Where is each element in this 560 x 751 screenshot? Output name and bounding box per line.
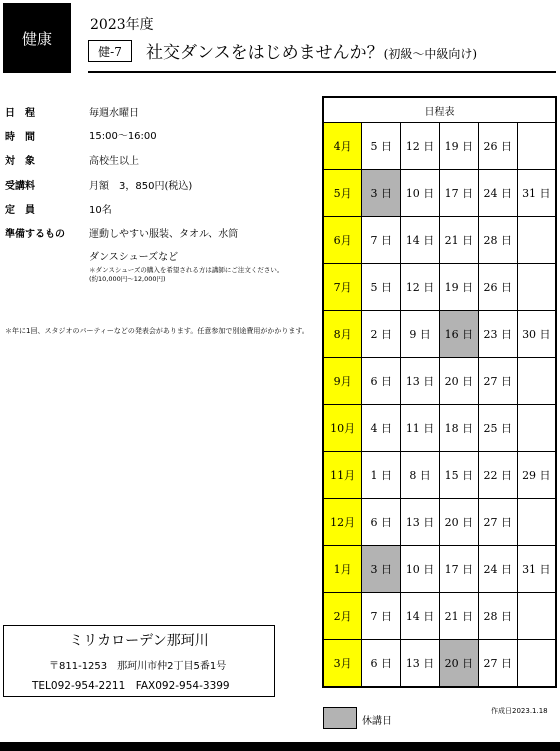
month-cell: 2月 [323,593,362,640]
info-label-target: 対 象 [5,156,35,167]
day-cell: 1 日 [362,452,401,499]
day-cell: 11 日 [401,405,440,452]
day-cell: 4 日 [362,405,401,452]
schedule-row [323,593,556,640]
shoes-note-line2: (約10,000円～12,000円) [89,275,166,283]
info-value-target: 高校生以上 [89,156,139,167]
day-cell [517,405,556,452]
month-cell: 11月 [323,452,362,499]
schedule-row [323,170,556,217]
day-cell: 26 日 [478,264,517,311]
info-value-fee: 月額 3，850円(税込) [89,181,193,192]
day-cell: 22 日 [478,452,517,499]
schedule-row [323,546,556,593]
day-cell: 27 日 [478,499,517,546]
day-cell: 10 日 [401,170,440,217]
day-cell: 17 日 [439,170,478,217]
course-title-main: 社交ダンスをはじめませんか？ [146,43,384,63]
day-cell: 29 日 [517,452,556,499]
month-cell: 10月 [323,405,362,452]
schedule-row [323,358,556,405]
recital-note: ＊年に1回、スタジオのパーティーなどの発表会があります。任意参加で別途費用がかかります。 [5,327,309,335]
shoes-note-line1: ＊ダンスシューズの購入を希望される方は講師にご注文ください。 [89,266,284,274]
day-cell: 3 日 [362,546,401,593]
month-cell: 5月 [323,170,362,217]
day-cell [517,499,556,546]
day-cell: 24 日 [478,170,517,217]
month-cell: 1月 [323,546,362,593]
day-cell: 25 日 [478,405,517,452]
schedule-row [323,311,556,358]
legend-label: 休講日 [362,716,392,727]
company-tel-fax: TEL092-954-2211 FAX092-954-3399 [32,680,230,692]
month-cell: 12月 [323,499,362,546]
day-cell [517,640,556,688]
schedule-title: 日程表 [323,97,556,123]
info-value-schedule: 毎週水曜日 [89,108,139,119]
day-cell: 13 日 [401,640,440,688]
day-cell: 12 日 [401,264,440,311]
day-cell: 10 日 [401,546,440,593]
course-title [146,38,477,63]
day-cell: 3 日 [362,170,401,217]
schedule-row [323,499,556,546]
info-label-capacity: 定 員 [5,205,35,216]
day-cell [517,264,556,311]
day-cell: 27 日 [478,640,517,688]
day-cell: 24 日 [478,546,517,593]
day-cell: 30 日 [517,311,556,358]
day-cell: 20 日 [439,358,478,405]
title-divider [88,71,556,73]
day-cell: 8 日 [401,452,440,499]
day-cell: 13 日 [401,499,440,546]
legend-swatch [323,707,357,729]
day-cell: 13 日 [401,358,440,405]
category-badge [3,3,71,73]
month-cell: 3月 [323,640,362,688]
day-cell: 19 日 [439,123,478,170]
schedule-row [323,452,556,499]
bottom-bar [0,742,560,751]
day-cell [517,358,556,405]
month-cell: 7月 [323,264,362,311]
info-label-fee: 受講料 [5,181,35,192]
day-cell: 21 日 [439,593,478,640]
company-box [3,625,275,697]
info-label-items: 準備するもの [5,229,65,240]
day-cell: 2 日 [362,311,401,358]
day-cell: 7 日 [362,593,401,640]
day-cell: 16 日 [439,311,478,358]
schedule-row [323,264,556,311]
day-cell: 31 日 [517,170,556,217]
day-cell: 9 日 [401,311,440,358]
day-cell: 20 日 [439,640,478,688]
day-cell: 15 日 [439,452,478,499]
day-cell: 14 日 [401,593,440,640]
day-cell: 19 日 [439,264,478,311]
month-cell: 9月 [323,358,362,405]
fiscal-year: 2023年度 [90,17,154,33]
day-cell: 18 日 [439,405,478,452]
info-value-capacity: 10名 [89,205,112,216]
day-cell: 26 日 [478,123,517,170]
month-cell: 4月 [323,123,362,170]
day-cell: 5 日 [362,123,401,170]
info-value-time: 15:00～16:00 [89,131,157,142]
schedule-table [322,96,557,688]
day-cell: 7 日 [362,217,401,264]
month-cell: 8月 [323,311,362,358]
day-cell: 28 日 [478,217,517,264]
schedule-row [323,123,556,170]
day-cell: 6 日 [362,499,401,546]
company-name: ミリカローデン那珂川 [69,633,209,649]
day-cell: 23 日 [478,311,517,358]
day-cell: 12 日 [401,123,440,170]
day-cell: 5 日 [362,264,401,311]
day-cell [517,593,556,640]
info-label-schedule: 日 程 [5,108,35,119]
category-label: 健康 [21,29,52,48]
day-cell: 27 日 [478,358,517,405]
created-date: 作成日2023.1.18 [491,707,548,715]
course-title-sub: (初級～中級向け) [383,47,478,61]
day-cell: 6 日 [362,640,401,688]
schedule-row [323,640,556,688]
day-cell: 28 日 [478,593,517,640]
schedule-row [323,405,556,452]
day-cell: 17 日 [439,546,478,593]
course-code: 健-7 [88,40,132,62]
schedule-row [323,217,556,264]
day-cell: 14 日 [401,217,440,264]
day-cell: 31 日 [517,546,556,593]
info-label-time: 時 間 [5,132,35,143]
day-cell: 21 日 [439,217,478,264]
day-cell: 20 日 [439,499,478,546]
day-cell: 6 日 [362,358,401,405]
month-cell: 6月 [323,217,362,264]
info-value-items: 運動しやすい服装、タオル、水筒 [89,229,239,240]
info-value-items-extra: ダンスシューズなど [89,252,179,263]
shoes-note [89,266,283,284]
day-cell [517,123,556,170]
company-address: 〒811-1253 那珂川市仲2丁目5番1号 [49,661,227,672]
day-cell [517,217,556,264]
